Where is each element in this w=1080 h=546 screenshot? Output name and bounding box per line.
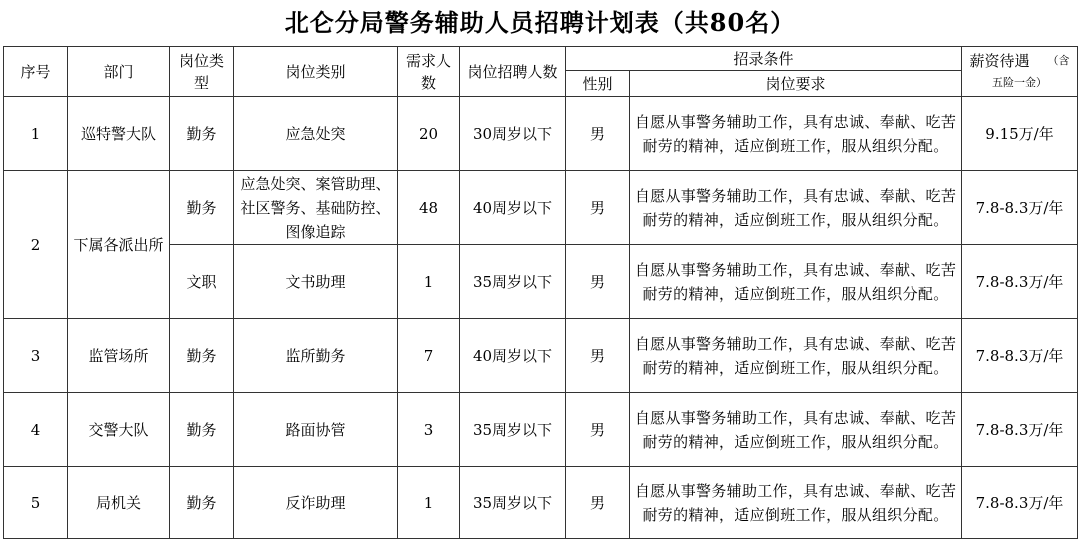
cell-age: 35周岁以下 [460,393,566,467]
cell-requirement: 自愿从事警务辅助工作，具有忠诚、奉献、吃苦耐劳的精神，适应倒班工作，服从组织分配。 [630,319,962,393]
cell-category: 应急处突、案管助理、社区警务、基础防控、图像追踪 [234,171,398,245]
table-title: 北仑分局警务辅助人员招聘计划表（共80名） [284,8,796,37]
cell-category: 路面协管 [234,393,398,467]
table-row [4,97,1078,171]
cell-dept: 监管场所 [68,319,170,393]
cell-requirement: 自愿从事警务辅助工作，具有忠诚、奉献、吃苦耐劳的精神，适应倒班工作，服从组织分配。 [630,393,962,467]
cell-type: 勤务 [170,97,234,171]
pay-note: （含五险一金） [992,53,1070,89]
cell-seq: 1 [4,97,68,171]
header-seq: 序号 [4,47,68,97]
cell-age: 35周岁以下 [460,245,566,319]
cell-dept: 下属各派出所 [68,171,170,319]
header-position-type: 岗位类型 [170,47,234,97]
cell-dept: 局机关 [68,467,170,539]
header-dept: 部门 [68,47,170,97]
header-need-count: 需求人数 [398,47,460,97]
cell-need: 3 [398,393,460,467]
recruitment-table [3,46,1078,539]
cell-gender: 男 [566,393,630,467]
cell-requirement: 自愿从事警务辅助工作，具有忠诚、奉献、吃苦耐劳的精神，适应倒班工作，服从组织分配。 [630,467,962,539]
cell-type: 勤务 [170,393,234,467]
cell-pay: 7.8-8.3万/年 [962,467,1078,539]
header-gender: 性别 [566,71,630,97]
cell-gender: 男 [566,467,630,539]
cell-age: 40周岁以下 [460,319,566,393]
cell-age: 40周岁以下 [460,171,566,245]
header-pay [962,47,1078,97]
cell-category: 监所勤务 [234,319,398,393]
table-row [4,393,1078,467]
cell-pay: 7.8-8.3万/年 [962,171,1078,245]
cell-requirement: 自愿从事警务辅助工作，具有忠诚、奉献、吃苦耐劳的精神，适应倒班工作，服从组织分配。 [630,171,962,245]
cell-age: 35周岁以下 [460,467,566,539]
cell-type: 勤务 [170,467,234,539]
cell-seq: 3 [4,319,68,393]
cell-type: 勤务 [170,319,234,393]
cell-need: 20 [398,97,460,171]
cell-gender: 男 [566,97,630,171]
cell-gender: 男 [566,319,630,393]
cell-seq: 2 [4,171,68,319]
cell-pay: 9.15万/年 [962,97,1078,171]
cell-requirement: 自愿从事警务辅助工作，具有忠诚、奉献、吃苦耐劳的精神，适应倒班工作，服从组织分配。 [630,97,962,171]
cell-category: 应急处突 [234,97,398,171]
cell-dept: 巡特警大队 [68,97,170,171]
cell-requirement: 自愿从事警务辅助工作，具有忠诚、奉献、吃苦耐劳的精神，适应倒班工作，服从组织分配。 [630,245,962,319]
cell-pay: 7.8-8.3万/年 [962,319,1078,393]
cell-type: 勤务 [170,171,234,245]
cell-seq: 5 [4,467,68,539]
cell-category: 文书助理 [234,245,398,319]
cell-pay: 7.8-8.3万/年 [962,393,1078,467]
table-row [4,319,1078,393]
cell-need: 7 [398,319,460,393]
cell-need: 48 [398,171,460,245]
table-row [4,467,1078,539]
cell-gender: 男 [566,171,630,245]
cell-type: 文职 [170,245,234,319]
cell-dept: 交警大队 [68,393,170,467]
cell-age: 30周岁以下 [460,97,566,171]
pay-label: 薪资待遇 [969,51,1030,70]
cell-gender: 男 [566,245,630,319]
cell-category: 反诈助理 [234,467,398,539]
table-row [4,171,1078,245]
header-requirement: 岗位要求 [630,71,962,97]
header-recruit-count: 岗位招聘人数 [460,47,566,97]
cell-pay: 7.8-8.3万/年 [962,245,1078,319]
header-conditions: 招录条件 [566,47,962,71]
cell-need: 1 [398,467,460,539]
cell-need: 1 [398,245,460,319]
header-position-category: 岗位类别 [234,47,398,97]
cell-seq: 4 [4,393,68,467]
